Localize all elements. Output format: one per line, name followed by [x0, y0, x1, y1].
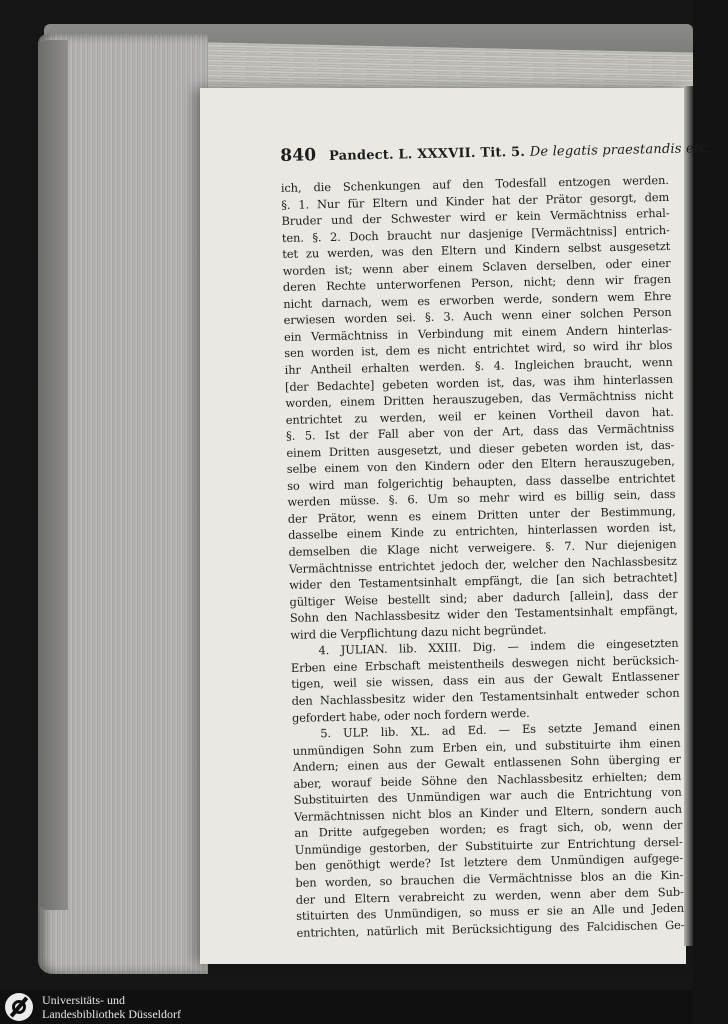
body-text — [281, 172, 685, 941]
text-line: tigen, weil sie wissen, dass ein aus der Gewalt Entlassener — [291, 669, 680, 692]
text-line: gültiger Weise bestellt sind; aber dadurch [allein], dass der — [289, 586, 678, 609]
text-line: ich, die Schenkungen auf den Todesfall entzogen werden. — [280, 172, 669, 195]
text-line: ben worden, so brauchen die Vermächtnisse blos an die Kin- — [295, 867, 684, 890]
text-line: Vermächtnisse entrichtet jedoch der, welcher den Nachlassbesitz — [288, 553, 677, 576]
library-name — [42, 993, 181, 1021]
text-line: demselben die Klage nicht verweigere. §. 7. Nur diejenigen — [288, 536, 677, 559]
page-number: 840 — [280, 145, 317, 166]
text-line: selbe einem von den Kindern oder den Eltern herauszugeben, — [286, 454, 675, 477]
text-line: Sohn den Nachlassbesitz wider den Testamentsinhalt empfängt, — [289, 602, 678, 626]
text-line: der und Eltern verabreicht zu werden, wenn aber dem Sub- — [295, 884, 684, 907]
text-line: Vermächtnissen nicht blos an Kinder und Eltern, sondern auch — [293, 801, 683, 824]
text-line: wird die Verpflichtung dazu nicht begründet. — [290, 622, 547, 642]
text-line: [der Bedachte] gebeten worden ist, das, was ihm hinterlassen — [284, 371, 674, 394]
text-line: Substituirten des Unmündigen war auch die Entrichtung von — [293, 784, 682, 808]
text-line: 4. JULIAN. lib. XXIII. Dig. — indem die eingesetzten — [318, 636, 679, 658]
text-line: §. 1. Nur für Eltern und Kinder hat der Prätor gesorgt, dem — [281, 189, 670, 212]
text-line: dasselbe einem Kinde zu entrichten, hinterlassen worden ist, — [288, 520, 677, 543]
text-line: nicht darnach, wem es erworben werde, sondern wem Ehre — [283, 288, 672, 311]
running-head-right: De legatis praestandis etc. — [529, 140, 712, 160]
text-line: worden ist; wenn aber einem Sclaven derselben, oder einer — [282, 255, 671, 278]
text-line: sen worden ist, dem es nicht entrichtet wird, so wird ihr blos — [284, 338, 673, 361]
text-line: entrichtet zu werden, weil er keinen Vortheil davon hat. — [285, 404, 674, 427]
text-line: ein Vermächtniss in Verbindung mit einem Andern hinterlas- — [283, 321, 673, 344]
text-line: aber, worauf beide Söhne den Nachlassbesitz erhielten; dem — [293, 768, 682, 791]
text-line: ihr Antheil erhalten werden. §. 4. Ingleichen braucht, wenn — [284, 354, 673, 377]
text-line: gefordert habe, oder noch fordern werde. — [291, 705, 530, 725]
text-line: entrichten, natürlich mit Berücksichtigung des Falcidischen Ge- — [296, 917, 685, 940]
text-line: an Dritte aufgegeben worden; es fragt sich, ob, wenn der — [294, 818, 683, 841]
text-line: ten. §. 2. Doch braucht nur dasjenige [Vermächtniss] entrich- — [281, 222, 670, 245]
text-line: ben genöthigt werde? Ist letztere dem Unmündigen aufgege- — [294, 851, 684, 874]
book-cover-edge — [38, 40, 68, 910]
text-line: worden, einem Dritten herauszugeben, das Vermächtniss nicht — [285, 387, 674, 411]
text-line: werden müsse. §. 6. Um so mehr wird es billig sein, dass — [287, 487, 676, 510]
running-head-left: Pandect. L. XXXVII. Tit. 5. — [328, 144, 526, 164]
text-line: §. 5. Ist der Fall aber von der Art, dass das Vermächtniss — [285, 421, 675, 444]
library-logo-icon — [5, 993, 33, 1021]
text-line: Erben eine Erbschaft meistentheils deswegen nicht berücksich- — [290, 652, 679, 675]
text-line: 5. ULP. lib. XL. ad Ed. — Es setzte Jemand einen — [320, 718, 681, 741]
text-line: Unmündige gestorben, der Substituirte zur Entrichtung dersel- — [294, 834, 683, 857]
text-line: wider den Testamentsinhalt empfängt, die [an sich betrachtet] — [289, 569, 678, 593]
text-line: einem Dritten ausgesetzt, und dieser gebeten worden ist, das- — [286, 437, 675, 460]
text-line: so wird man folgerichtig behaupten, dass dasselbe entrichtet — [286, 470, 676, 493]
library-name-line2: Landesbibliothek Düsseldorf — [42, 1007, 181, 1021]
text-line: den Nachlassbesitz wider den Testamentsinhalt entweder schon — [291, 685, 680, 708]
page-text — [280, 138, 712, 941]
text-line: deren Rechte unterworfenen Person, nicht; denn wir fragen — [282, 272, 672, 295]
page-right-edge — [684, 86, 693, 946]
text-line: der Prätor, wenn es einem Dritten unter der Bestimmung, — [287, 503, 676, 526]
text-line: unmündigen Sohn zum Erben ein, und substituirte ihm einen — [292, 735, 681, 758]
library-name-line1: Universitäts- und — [42, 993, 125, 1007]
text-line: stituirten des Unmündigen, so muss er sie an Alle und Jeden — [295, 900, 685, 923]
text-line: Bruder und der Schwester wird er kein Vermächtniss erhal- — [281, 205, 670, 229]
text-line: erwiesen worden sei. §. 3. Auch wenn einer solchen Person — [283, 305, 672, 328]
text-line: tet zu werden, was den Eltern und Kindern selbst ausgesetzt — [282, 239, 671, 262]
text-line: Andern; einen aus der Gewalt entlassenen Sohn überging er — [292, 751, 682, 775]
